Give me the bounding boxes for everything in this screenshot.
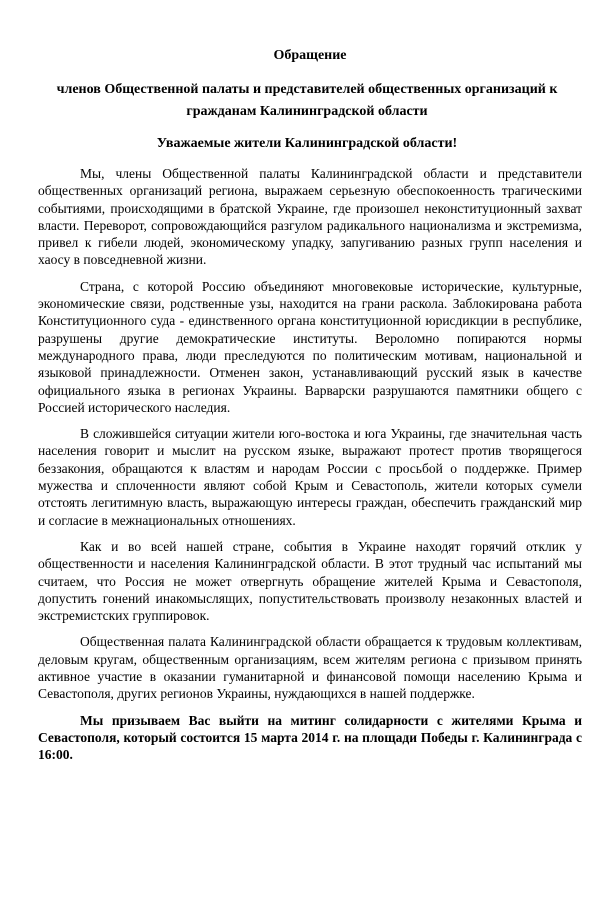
paragraph-southeast-ukraine: В сложившейся ситуации жители юго-востока и юга Украины, где значительная часть населения говорит и мыслит на русском языке, выражают протест против творящегося беззакония, обращаются к властям и народам России с просьбой о поддержке. Пример мужества и сплоченности являют собой Крым и Севастополь, жители которых сумели отстоять легитимную власть, выражающую интересы граждан, обеспечить гражданский мир и согласие в межнациональных отношениях. — [38, 426, 582, 528]
document-salutation: Уважаемые жители Калининградской области! — [156, 136, 458, 151]
paragraph-kaliningrad-response: Как и во всей нашей стране, события в Украине находят горячий отклик у общественности и населения Калининградской области. В этот трудный час испытаний мы считаем, что Россия не может отвергнуть обращение жителей Крыма и Севастополя, допустить гонений инакомыслящих, попустительствовать произволу незаконных властей и экстремистских группировок. — [38, 538, 582, 624]
paragraph-intro: Мы, члены Общественной палаты Калининградской области и представители общественных организаций региона, выражаем серьезную обеспокоенность трагическими событиями, происходящими в братской Украине, где произошел неконституционный захват власти. Переворот, сопровождающийся разгулом радикального национализма и экстремизма, привел к гибели людей, экономическому упадку, запугиванию разных групп населения и хаосу в повседневной жизни. — [38, 166, 582, 268]
paragraph-closing-call: Мы призываем Вас выйти на митинг солидарности с жителями Крыма и Севастополя, который состоится 15 марта 2014 г. на площади Победы г. Калининграда с 16:00. — [38, 712, 582, 763]
document-title: Обращение — [273, 48, 347, 63]
document-subtitle: членов Общественной палаты и представителей общественных организаций к гражданам Калининградской области — [56, 82, 558, 119]
paragraph-country-split: Страна, с которой Россию объединяют многовековые исторические, культурные, экономические связи, родственные узы, находится на грани раскола. Заблокирована работа Конституционного суда - единственного органа конституционной юрисдикции в республике, разрушены другие демократические институты. Вероломно попираются нормы международного права, люди преследуются по политическим мотивам, национальной и языковой принадлежности. Отменен закон, устанавливающий русский язык в качестве официального языка в регионах Украины. Варварски разрушаются памятники общего с Россией исторического наследия. — [38, 278, 582, 415]
paragraph-appeal-for-help: Общественная палата Калининградской области обращается к трудовым коллективам, деловым кругам, общественным организациям, всем жителям региона с призывом принять активное участие в оказании гуманитарной и финансовой помощи населению Крыма и Севастополя, других регионов Украины, нуждающихся в нашей поддержке. — [38, 634, 582, 702]
